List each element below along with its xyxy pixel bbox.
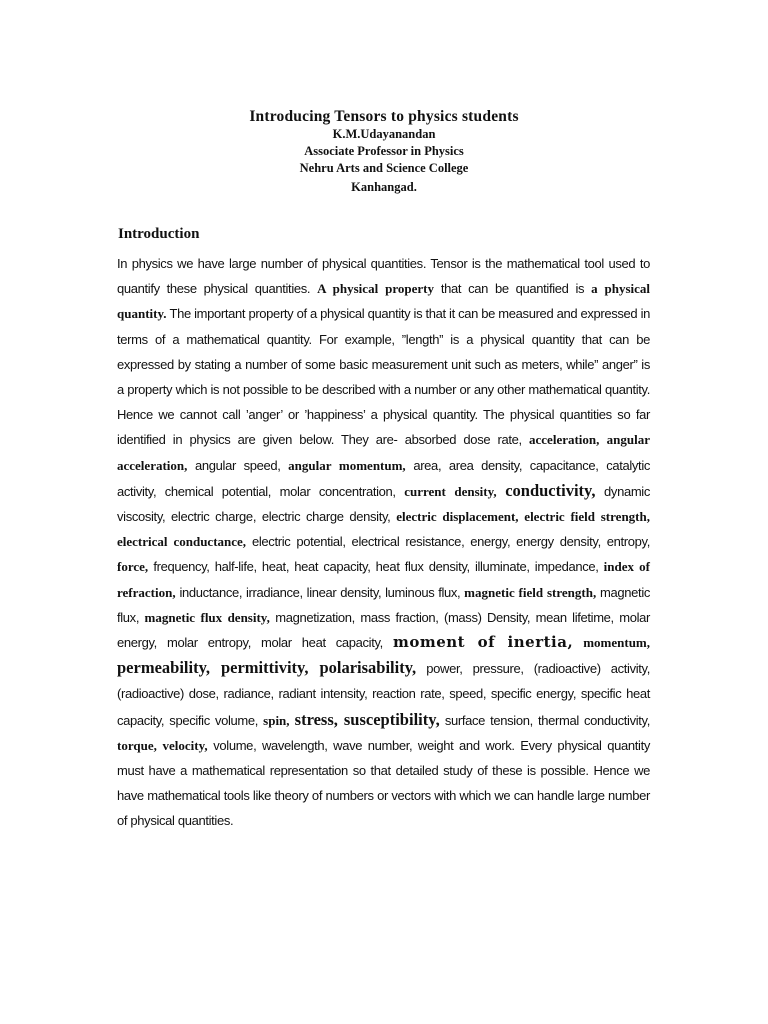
large-bold-term: stress, susceptibility, <box>294 709 440 729</box>
text-run: In physics we have large number of physical quantities. Tensor is the mathematical tool used to quantify these physical quantities. <box>117 256 650 297</box>
bold-term: a physical quantity. <box>117 281 650 322</box>
bold-term: A physical property <box>317 281 434 297</box>
bold-term: magnetic field strength, <box>464 584 597 600</box>
large-bold-term: moment of inertia, <box>392 633 574 652</box>
text-run: surface tension, thermal conductivity, <box>439 712 650 728</box>
bold-term: acceleration, angular acceleration, <box>117 432 650 473</box>
text-run: The important property of a physical quantity is that it can be measured and expressed in terms of a mathematical quantity. For example, ”length” is a physical quantity that can be expressed by stating a number of some basic measurement unit such as meters, while” anger” is a property which is not possible to be described with a number or any other mathematical quantity. Hence we cannot call ’anger’ or ’happiness’ a physical quantity. The physical quantities so far identified in physics are given below. They are- absorbed dose rate, <box>117 306 650 448</box>
text-run: that can be quantified is <box>433 281 592 297</box>
paper-title: Introducing Tensors to physics students <box>249 108 519 125</box>
large-bold-term: permeability, permittivity, polarisability, <box>117 658 417 678</box>
text-run <box>497 484 506 499</box>
text-run: angular speed, <box>187 457 289 473</box>
bold-term: current density, <box>404 483 497 499</box>
body-paragraph <box>117 251 650 834</box>
bold-term: index of refraction, <box>117 559 650 600</box>
text-run <box>573 635 583 650</box>
bold-term: angular momentum, <box>288 457 406 473</box>
text-run: magnetization, mass fraction, (mass) Density, mean lifetime, molar energy, molar entropy, molar heat capacity, <box>117 609 650 651</box>
author-place: Kanhangad. <box>351 180 417 194</box>
bold-term: force, <box>117 559 149 575</box>
bold-term: torque, velocity, <box>117 737 208 753</box>
bold-term: momentum, <box>583 635 651 651</box>
text-run: frequency, half-life, heat, heat capacity, heat flux density, illuminate, impedance, <box>148 559 604 575</box>
large-bold-term: conductivity, <box>505 480 596 500</box>
author-name: K.M.Udayanandan <box>332 127 436 141</box>
bold-term: electric displacement, electric field strength, electrical conductance, <box>117 509 650 550</box>
bold-term: spin, <box>263 712 290 728</box>
text-run: inductance, irradiance, linear density, luminous flux, <box>175 584 465 600</box>
text-run: area, area density, capacitance, catalytic activity, chemical potential, molar concentration, <box>117 457 651 499</box>
text-run: magnetic flux, <box>117 584 651 625</box>
title-block <box>0 108 768 196</box>
section-heading: Introduction <box>118 226 200 242</box>
text-run: volume, wavelength, wave number, weight and work. Every physical quantity must have a mathematical representation so that detailed study of these is possible. Hence we have mathematical tools like theory of numbers or vectors with which we can handle large number of physical quantities. <box>117 737 650 829</box>
bold-term: magnetic flux density, <box>144 609 270 625</box>
text-run: electric potential, electrical resistance, energy, energy density, entropy, <box>246 534 650 550</box>
author-college: Nehru Arts and Science College <box>299 161 469 175</box>
text-run: power, pressure, (radioactive) activity, (radioactive) dose, radiance, radiant intensity, reaction rate, speed, specific energy, specific heat capacity, specific volume, <box>117 661 650 728</box>
text-run: dynamic viscosity, electric charge, electric charge density, <box>117 483 650 525</box>
author-position: Associate Professor in Physics <box>304 144 464 158</box>
